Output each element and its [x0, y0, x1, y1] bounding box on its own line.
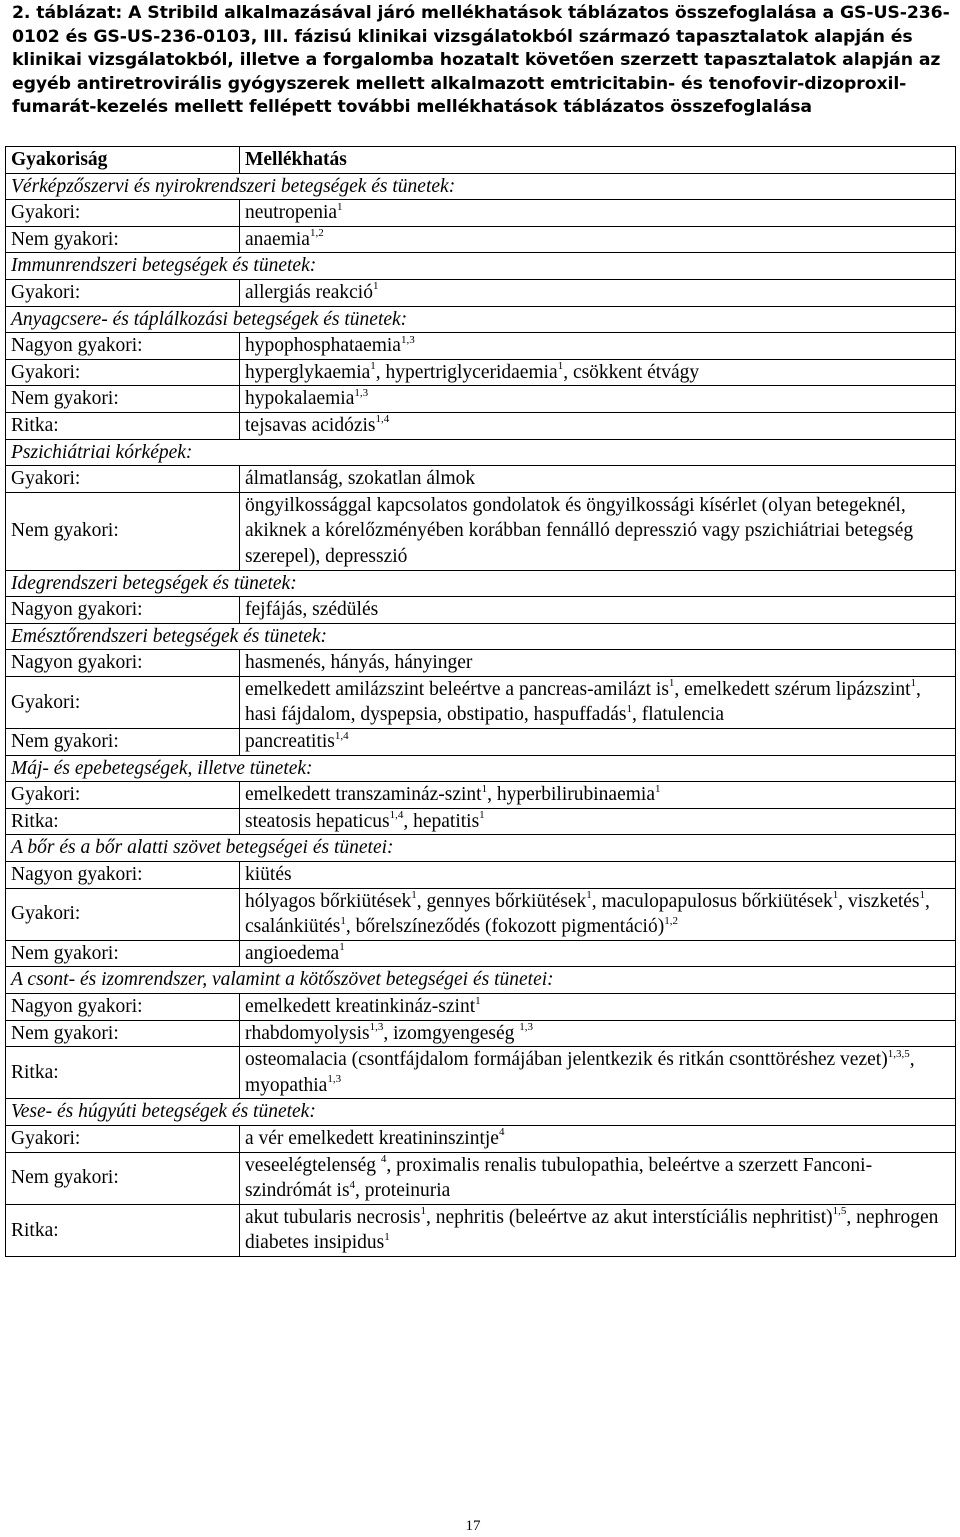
frequency-cell: Nagyon gyakori: — [6, 650, 240, 677]
adverse-reaction-cell — [240, 200, 956, 227]
reaction-text: allergiás reakció — [245, 281, 373, 303]
section-header-row — [6, 173, 956, 200]
adverse-reaction-cell — [240, 1047, 956, 1099]
reaction-text: pancreatitis — [245, 731, 335, 753]
section-title: Emésztőrendszeri betegségek és tünetek: — [6, 623, 956, 650]
reaction-text: álmatlanság, szokatlan álmok — [245, 468, 476, 490]
reaction-text: , flatulencia — [631, 704, 724, 726]
section-title: Immunrendszeri betegségek és tünetek: — [6, 253, 956, 280]
frequency-cell: Nem gyakori: — [6, 940, 240, 967]
adverse-reactions-table — [5, 146, 956, 1257]
section-title: A csont- és izomrendszer, valamint a kötőszövet betegségei és tünetei: — [6, 967, 956, 994]
footnote-reference: 1 — [481, 782, 488, 795]
adverse-reaction-cell — [240, 226, 956, 253]
reaction-text: kiütés — [245, 864, 292, 886]
frequency-cell: Nem gyakori: — [6, 1020, 240, 1047]
table-row — [6, 862, 956, 889]
adverse-reaction-cell — [240, 333, 956, 360]
header-frequency: Gyakoriság — [6, 147, 240, 174]
table-row — [6, 1152, 956, 1204]
footnote-reference: 1 — [340, 914, 346, 927]
table-row — [6, 466, 956, 493]
section-title: Vérképzőszervi és nyirokrendszeri betegségek és tünetek: — [6, 173, 956, 200]
table-row — [6, 492, 956, 570]
adverse-reaction-cell — [240, 1152, 956, 1204]
section-title: A bőr és a bőr alatti szövet betegségei és tünetei: — [6, 835, 956, 862]
footnote-reference: 1 — [910, 677, 916, 690]
footnote-reference: 1,3 — [369, 1021, 384, 1034]
table-row — [6, 888, 956, 940]
table-row — [6, 279, 956, 306]
adverse-reaction-cell — [240, 994, 956, 1021]
reaction-text: , maculopapulosus bőrkiütések — [591, 890, 833, 912]
footnote-reference: 1 — [372, 280, 379, 293]
table-row — [6, 226, 956, 253]
footnote-reference: 1 — [479, 809, 485, 822]
table-caption: 2. táblázat: A Stribild alkalmazásával járó mellékhatások táblázatos összefoglalása a GS-US-236-0102 és GS-US-236-0103, III. fázisú klinikai vizsgálatokból származó tapasztalatok alapján és klinikai vizsgálatokból, illetve a forgalomba hozatalt követően szerzett tapasztalatok alapján az egyéb antiretrovirális gyógyszerek mellett alkalmazott emtricitabin- és tenofovir-dizoproxil-fumarát-kezelés mellett fellépett további mellékhatások táblázatos összefoglalása — [12, 3, 950, 117]
reaction-text: , myopathia — [245, 1049, 915, 1096]
reaction-text: tejsavas acidózis — [245, 414, 376, 436]
reaction-text: rhabdomyolysis — [245, 1022, 370, 1044]
adverse-reaction-cell — [240, 412, 956, 439]
reaction-text: öngyilkossággal kapcsolatos gondolatok és öngyilkossági kísérlet (olyan betegeknél, akiknek a kórelőzményében korábban fennálló depresszió vagy pszichiátriai betegség szerepel), depresszió — [245, 494, 914, 567]
reaction-text: emelkedett amilázszint beleértve a pancreas-amilázt is — [245, 678, 669, 700]
table-row — [6, 729, 956, 756]
frequency-cell: Nem gyakori: — [6, 492, 240, 570]
footnote-reference: 1 — [832, 889, 839, 902]
reaction-text: , nephrogen diabetes insipidus — [245, 1206, 939, 1254]
table-row — [6, 386, 956, 413]
footnote-reference: 1 — [557, 360, 564, 373]
frequency-cell: Gyakori: — [6, 279, 240, 306]
reaction-text: neutropenia — [245, 202, 338, 224]
adverse-reaction-cell — [240, 492, 956, 570]
reaction-text: , csalánkiütés — [245, 890, 930, 938]
reaction-text: , nephritis (beleértve az akut interstíciális nephritist) — [425, 1206, 833, 1228]
frequency-cell: Gyakori: — [6, 200, 240, 227]
reaction-text: angioedema — [245, 942, 340, 964]
footnote-reference: 1 — [370, 360, 376, 373]
frequency-cell: Ritka: — [6, 1204, 240, 1256]
reaction-text: , gennyes bőrkiütések — [416, 890, 587, 912]
section-header-row — [6, 967, 956, 994]
footnote-reference: 4 — [380, 1153, 387, 1166]
adverse-reaction-cell — [240, 650, 956, 677]
adverse-reaction-cell — [240, 466, 956, 493]
footnote-reference: 1 — [654, 782, 661, 795]
section-header-row — [6, 253, 956, 280]
reaction-text: veseelégtelenség — [245, 1154, 381, 1176]
footnote-reference: 1,4 — [389, 809, 404, 822]
reaction-text: , proximalis renalis tubulopathia, beleértve a szerzett Fanconi-szindrómát is — [245, 1154, 873, 1202]
section-header-row — [6, 306, 956, 333]
reaction-text: , hypertriglyceridaemia — [375, 361, 558, 383]
table-row — [6, 597, 956, 624]
reaction-text: , emelkedett szérum lipázszint — [674, 678, 911, 700]
section-title: Vese- és húgyúti betegségek és tünetek: — [6, 1099, 956, 1126]
reaction-text: emelkedett kreatinkináz-szint — [245, 996, 476, 1017]
section-header-row — [6, 835, 956, 862]
footnote-reference: 1,2 — [664, 914, 678, 927]
footnote-reference: 1,3 — [400, 333, 415, 346]
adverse-reaction-cell — [240, 1020, 956, 1047]
footnote-reference: 4 — [349, 1178, 356, 1191]
reaction-text: , hasi fájdalom, dyspepsia, obstipatio, haspuffadás — [245, 678, 921, 726]
page-number: 17 — [465, 1518, 481, 1534]
table-row — [6, 333, 956, 360]
frequency-cell: Gyakori: — [6, 466, 240, 493]
section-header-row — [6, 1099, 956, 1126]
table-row — [6, 940, 956, 967]
table-row — [6, 359, 956, 386]
adverse-reaction-cell — [240, 808, 956, 835]
footnote-reference: 1,3 — [327, 1073, 342, 1086]
frequency-cell: Nem gyakori: — [6, 1152, 240, 1204]
frequency-cell: Ritka: — [6, 808, 240, 835]
frequency-cell: Gyakori: — [6, 888, 240, 940]
section-header-row — [6, 755, 956, 782]
footnote-reference: 4 — [498, 1126, 505, 1139]
frequency-cell: Nagyon gyakori: — [6, 333, 240, 360]
reaction-text: , viszketés — [838, 890, 920, 912]
table-row — [6, 1125, 956, 1152]
footnote-reference: 1 — [384, 1230, 390, 1243]
reaction-text: steatosis hepaticus — [245, 810, 390, 832]
reaction-text: , izomgyengeség — [383, 1022, 520, 1044]
adverse-reaction-cell — [240, 676, 956, 728]
section-title: Pszichiátriai kórképek: — [6, 439, 956, 466]
frequency-cell: Ritka: — [6, 1047, 240, 1099]
table-row — [6, 676, 956, 728]
adverse-reaction-cell — [240, 1125, 956, 1152]
reaction-text: akut tubularis necrosis — [245, 1206, 421, 1228]
reaction-text: a vér emelkedett kreatininszintje — [245, 1127, 499, 1149]
reaction-text: , bőrelszíneződés (fokozott pigmentáció) — [345, 916, 665, 938]
footnote-reference: 1,4 — [334, 729, 349, 742]
reaction-text: , proteinuria — [355, 1180, 451, 1202]
footnote-reference: 1 — [411, 889, 417, 902]
table-row — [6, 1204, 956, 1256]
section-header-row — [6, 623, 956, 650]
table-row — [6, 994, 956, 1021]
header-adverse-reaction: Mellékhatás — [240, 147, 956, 174]
footnote-reference: 1,3 — [519, 1021, 534, 1034]
adverse-reaction-cell — [240, 386, 956, 413]
table-header-row — [6, 147, 956, 174]
footnote-reference: 1 — [586, 889, 592, 902]
footnote-reference: 1,5 — [832, 1205, 847, 1218]
reaction-text: hasmenés, hányás, hányinger — [245, 652, 473, 674]
frequency-cell: Nagyon gyakori: — [6, 597, 240, 624]
footnote-reference: 1 — [475, 994, 481, 1007]
frequency-cell: Ritka: — [6, 412, 240, 439]
adverse-reaction-cell — [240, 940, 956, 967]
adverse-reaction-cell — [240, 729, 956, 756]
footnote-reference: 1,3,5 — [887, 1047, 910, 1060]
section-title: Idegrendszeri betegségek és tünetek: — [6, 570, 956, 597]
adverse-reaction-cell — [240, 862, 956, 889]
table-row — [6, 808, 956, 835]
table-row — [6, 1020, 956, 1047]
adverse-reaction-cell — [240, 359, 956, 386]
reaction-text: , hyperbilirubinaemia — [487, 784, 655, 806]
section-title: Anyagcsere- és táplálkozási betegségek és tünetek: — [6, 306, 956, 333]
table-row — [6, 650, 956, 677]
frequency-cell: Gyakori: — [6, 1125, 240, 1152]
reaction-text: hypokalaemia — [245, 388, 355, 410]
footnote-reference: 1 — [420, 1205, 426, 1218]
footnote-reference: 1,3 — [354, 386, 369, 399]
adverse-reaction-cell — [240, 782, 956, 809]
reaction-text: emelkedett transzamináz-szint — [245, 784, 482, 806]
frequency-cell: Nagyon gyakori: — [6, 994, 240, 1021]
frequency-cell: Nem gyakori: — [6, 226, 240, 253]
reaction-text: , csökkent étvágy — [563, 361, 700, 383]
adverse-reaction-cell — [240, 888, 956, 940]
frequency-cell: Gyakori: — [6, 782, 240, 809]
reaction-text: hyperglykaemia — [245, 361, 371, 383]
frequency-cell: Nem gyakori: — [6, 729, 240, 756]
footnote-reference: 1 — [919, 889, 926, 902]
table-row — [6, 412, 956, 439]
footnote-reference: 1,2 — [309, 227, 324, 240]
table-row — [6, 200, 956, 227]
footnote-reference: 1 — [337, 200, 343, 213]
reaction-text: fejfájás, szédülés — [245, 599, 379, 621]
adverse-reaction-cell — [240, 597, 956, 624]
footnote-reference: 1,4 — [375, 413, 390, 426]
reaction-text: , hepatitis — [403, 810, 480, 832]
frequency-cell: Gyakori: — [6, 676, 240, 728]
reaction-text: osteomalacia (csontfájdalom formájában jelentkezik és ritkán csonttöréshez vezet) — [245, 1049, 888, 1071]
frequency-cell: Nem gyakori: — [6, 386, 240, 413]
section-title: Máj- és epebetegségek, illetve tünetek: — [6, 755, 956, 782]
table-body — [6, 147, 956, 1257]
footnote-reference: 1 — [668, 677, 675, 690]
section-header-row — [6, 439, 956, 466]
reaction-text: anaemia — [245, 228, 310, 250]
reaction-text: hólyagos bőrkiütések — [245, 890, 412, 912]
section-header-row — [6, 570, 956, 597]
reaction-text: hypophosphataemia — [245, 335, 401, 357]
frequency-cell: Gyakori: — [6, 359, 240, 386]
frequency-cell: Nagyon gyakori: — [6, 862, 240, 889]
footnote-reference: 1 — [339, 941, 345, 954]
footnote-reference: 1 — [626, 702, 632, 715]
table-row — [6, 782, 956, 809]
adverse-reaction-cell — [240, 1204, 956, 1256]
table-row — [6, 1047, 956, 1099]
adverse-reaction-cell — [240, 279, 956, 306]
